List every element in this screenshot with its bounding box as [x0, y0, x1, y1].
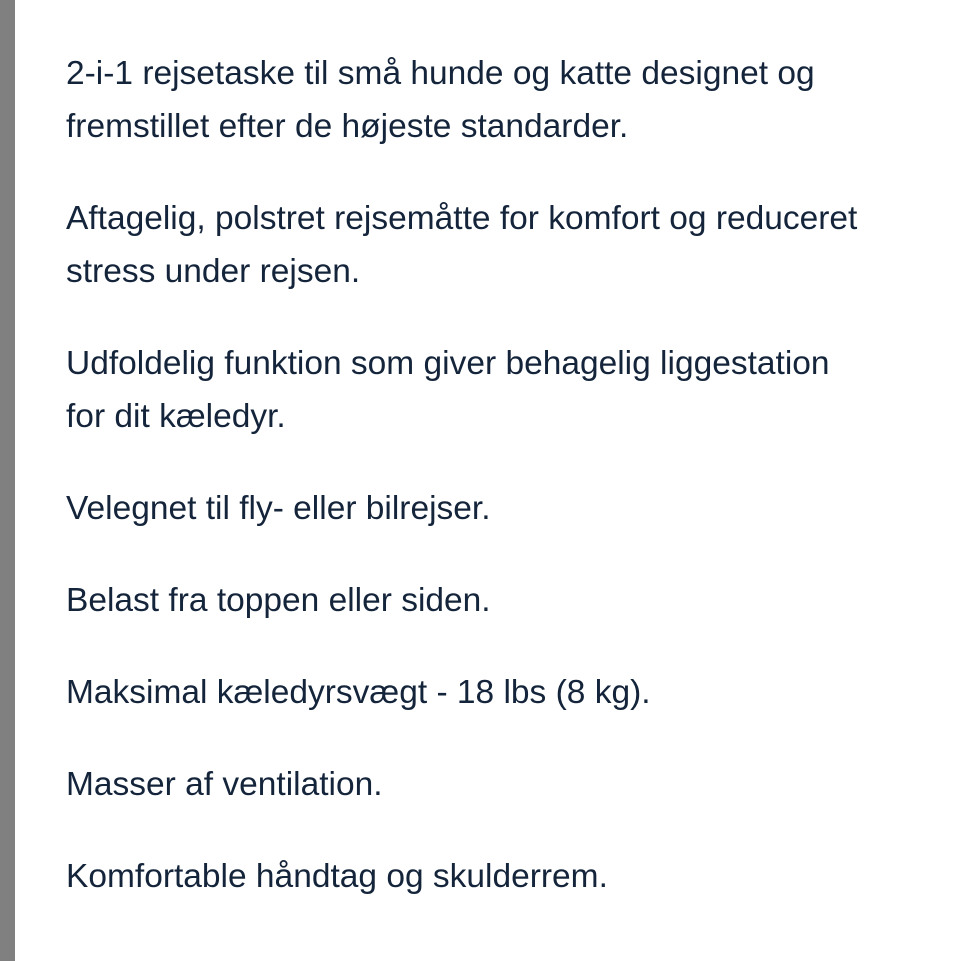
text-line: fremstillet efter de højeste standarder.: [66, 108, 629, 145]
feature-paragraph-travel-type: [66, 482, 946, 535]
product-description: [66, 47, 946, 942]
text-line: Maksimal kæledyrsvægt - 18 lbs (8 kg).: [66, 674, 651, 711]
text-line: Masser af ventilation.: [66, 766, 383, 803]
text-line: 2-i-1 rejsetaske til små hunde og katte designet og: [66, 55, 815, 92]
feature-paragraph-max-weight: [66, 666, 946, 719]
text-line: Udfoldelig funktion som giver behagelig liggestation: [66, 345, 830, 382]
feature-paragraph-ventilation: [66, 758, 946, 811]
feature-paragraph-travel-mat: [66, 192, 946, 298]
text-line: Aftagelig, polstret rejsemåtte for komfort og reduceret: [66, 200, 858, 237]
text-line: for dit kæledyr.: [66, 398, 286, 435]
text-line: stress under rejsen.: [66, 253, 361, 290]
text-line: Komfortable håndtag og skulderrem.: [66, 858, 608, 895]
feature-paragraph-foldout: [66, 337, 946, 443]
feature-paragraph-handles: [66, 850, 946, 903]
text-line: Belast fra toppen eller siden.: [66, 582, 491, 619]
feature-paragraph-size-design: [66, 47, 946, 153]
text-line: Velegnet til fly- eller bilrejser.: [66, 490, 491, 527]
left-gray-bar: [0, 0, 15, 961]
feature-paragraph-loading: [66, 574, 946, 627]
